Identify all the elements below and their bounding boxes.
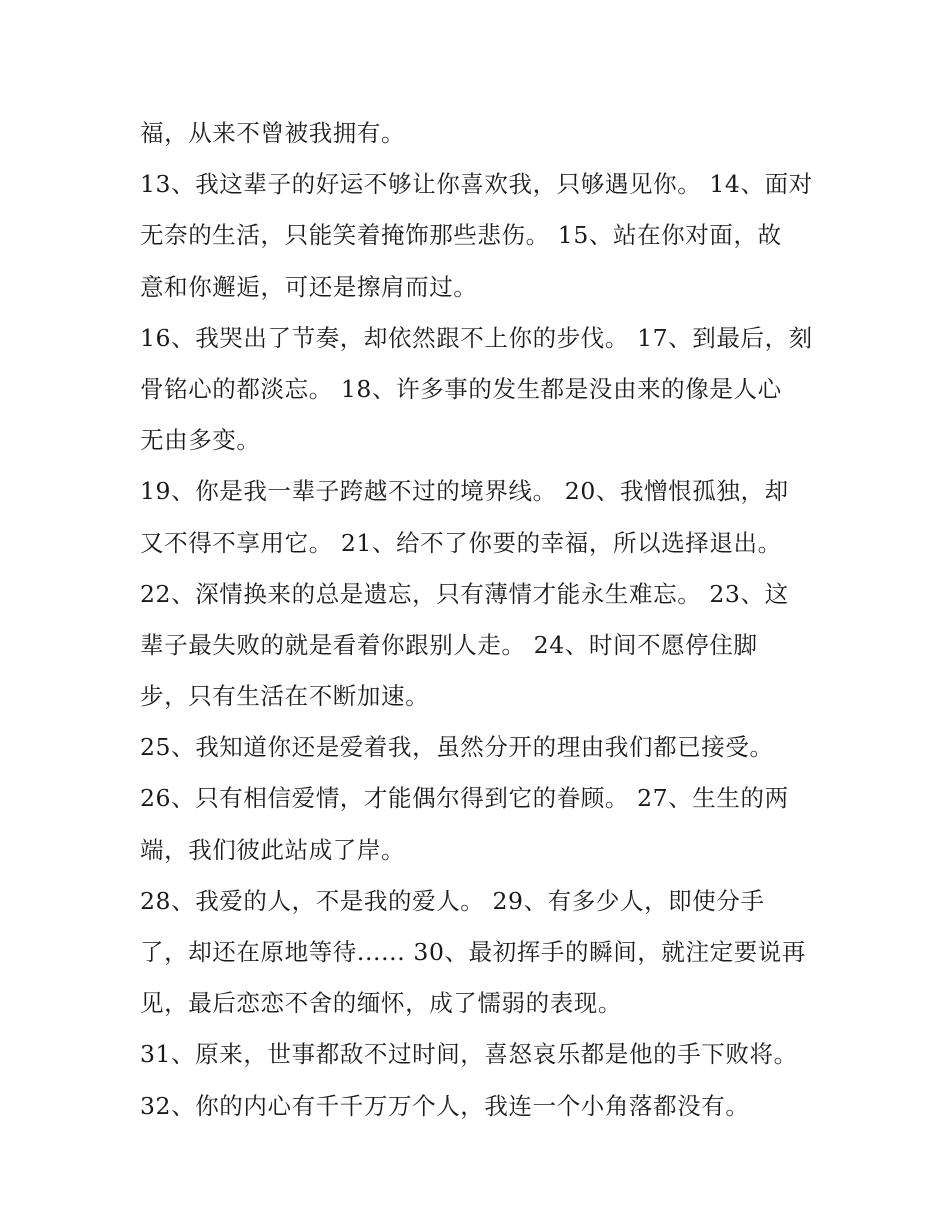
text-line: 19、你是我一辈子跨越不过的境界线。 20、我憎恨孤独，却: [140, 477, 789, 506]
text-line: 又不得不享用它。 21、给不了你要的幸福，所以选择退出。: [140, 528, 782, 557]
text-line: 32、你的内心有千千万万个人，我连一个小角落都没有。: [140, 1091, 750, 1120]
text-line: 意和你邂逅，可还是擦肩而过。: [140, 272, 478, 301]
text-line: 见，最后恋恋不舍的缅怀，成了懦弱的表现。: [140, 989, 622, 1018]
text-line: 无奈的生活，只能笑着掩饰那些悲伤。 15、站在你对面，故: [140, 221, 782, 250]
text-line: 福，从来不曾被我拥有。: [140, 119, 406, 147]
text-line: 28、我爱的人，不是我的爱人。 29、有多少人，即使分手: [140, 886, 765, 915]
text-line: 辈子最失败的就是看着你跟别人走。 24、时间不愿停住脚: [140, 630, 758, 659]
text-line: 骨铭心的都淡忘。 18、许多事的发生都是没由来的像是人心: [140, 374, 782, 403]
text-line: 13、我这辈子的好运不够让你喜欢我，只够遇见你。 14、面对: [140, 170, 813, 199]
text-line: 26、只有相信爱情，才能偶尔得到它的眷顾。 27、生生的两: [140, 784, 789, 813]
text-line: 22、深情换来的总是遗忘，只有薄情才能永生难忘。 23、这: [140, 579, 789, 608]
text-line: 端，我们彼此站成了岸。: [140, 835, 406, 864]
text-line: 了，却还在原地等待...... 30、最初挥手的瞬间，就注定要说再: [140, 938, 806, 966]
text-line: 16、我哭出了节奏，却依然跟不上你的步伐。 17、到最后，刻: [140, 323, 813, 352]
text-line: 步，只有生活在不断加速。: [140, 682, 430, 711]
text-line: 31、原来，世事都敌不过时间，喜怒哀乐都是他的手下败将。: [140, 1040, 798, 1069]
text-body: [140, 108, 840, 1132]
text-line: 25、我知道你还是爱着我，虽然分开的理由我们都已接受。: [140, 733, 774, 762]
text-line: 无由多变。: [140, 426, 261, 455]
